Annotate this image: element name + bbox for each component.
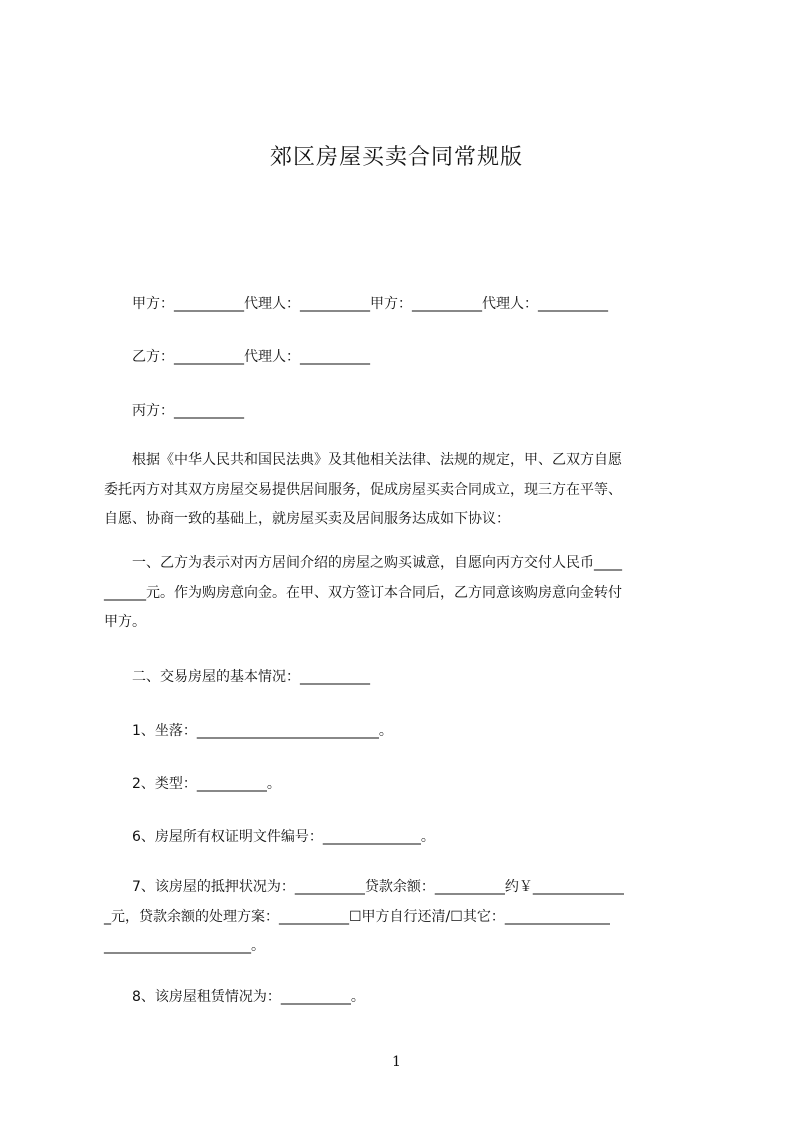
party-line-1: 甲方：__________代理人：__________甲方：__________代理人：__________ [104, 296, 608, 312]
clause-1-line: 甲方。 [104, 614, 146, 630]
item-7-mortgage [104, 873, 702, 962]
intro-line: 委托丙方对其双方房屋交易提供居间服务，促成房屋买卖合同成立，现三方在平等、 [104, 481, 622, 498]
document-title: 郊区房屋买卖合同常规版 [269, 145, 523, 170]
clause-1-line: ______元。作为购房意向金。在甲、双方签订本合同后，乙方同意该购房意向金转付 [104, 584, 622, 601]
item-6-certificate: 6、房屋所有权证明文件编号：______________。 [104, 829, 435, 845]
item-2-type: 2、类型：__________。 [104, 776, 281, 792]
clause-1-line: 一、乙方为表示对丙方居间介绍的房屋之购买诚意，自愿向丙方交付人民币____ [104, 555, 622, 571]
item-7-line: _____________________。 [104, 938, 265, 954]
clause-2-heading: 二、交易房屋的基本情况：__________ [104, 669, 370, 685]
item-7-line: 7、该房屋的抵押状况为：__________贷款余额：__________约￥_____________ [104, 879, 624, 895]
page-number: 1 [392, 1054, 401, 1070]
intro-line: 根据《中华人民共和国民法典》及其他相关法律、法规的规定，甲、乙双方自愿 [104, 452, 622, 468]
party-line-3: 丙方：__________ [104, 403, 244, 419]
intro-line: 自愿、协商一致的基础上，就房屋买卖及居间服务达成如下协议： [104, 511, 510, 527]
intro-paragraph [104, 446, 702, 535]
item-1-location: 1、坐落：__________________________。 [104, 723, 393, 739]
item-8-lease: 8、该房屋租赁情况为：__________。 [104, 989, 365, 1005]
party-line-2: 乙方：__________代理人：__________ [104, 349, 370, 365]
clause-1-paragraph [104, 549, 702, 638]
item-7-line: _元，贷款余额的处理方案：__________☐甲方自行还清/☐其它：_______________ [104, 908, 610, 925]
